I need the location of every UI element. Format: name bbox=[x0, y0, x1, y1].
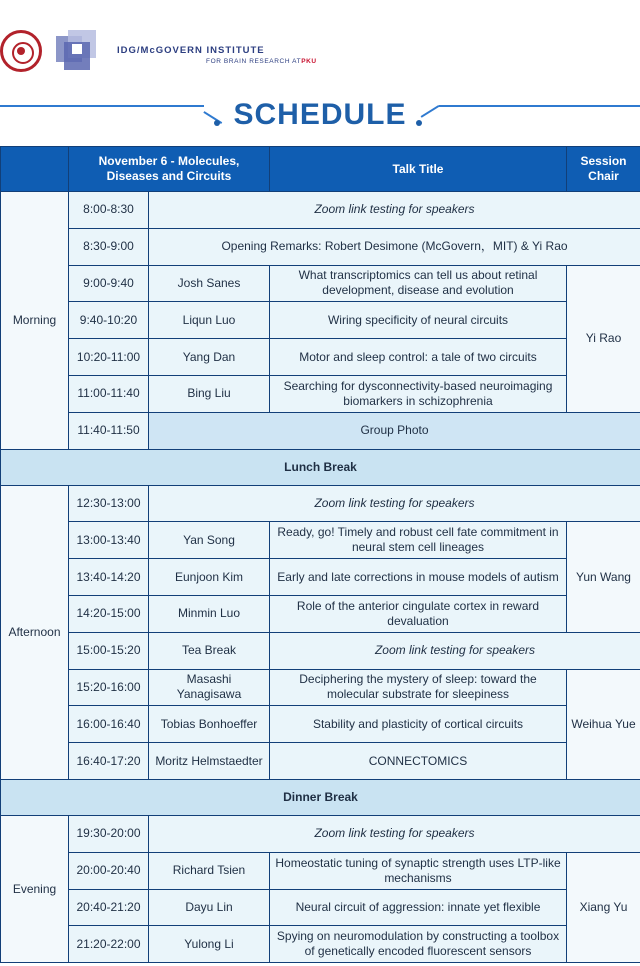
period-morning: Morning bbox=[1, 192, 69, 450]
time-cell: 11:00-11:40 bbox=[69, 375, 149, 412]
speaker-cell: Dayu Lin bbox=[149, 889, 270, 926]
speaker-cell: Josh Sanes bbox=[149, 265, 270, 302]
talk-title-cell: Searching for dysconnectivity-based neuroimaging biomarkers in schizophrenia bbox=[270, 375, 567, 412]
session-chair-cell: Xiang Yu bbox=[567, 852, 640, 962]
talk-title-cell: Homeostatic tuning of synaptic strength uses LTP-like mechanisms bbox=[270, 852, 567, 889]
table-row bbox=[1, 412, 640, 449]
time-cell: 12:30-13:00 bbox=[69, 485, 149, 522]
talk-title-cell: Spying on neuromodulation by constructing a toolbox of genetically encoded fluorescent sensors bbox=[270, 926, 567, 963]
table-row bbox=[1, 889, 640, 926]
speaker-cell: Bing Liu bbox=[149, 375, 270, 412]
page-title: SCHEDULE bbox=[233, 98, 407, 131]
speaker-cell: Yan Song bbox=[149, 522, 270, 559]
speaker-cell: Yulong Li bbox=[149, 926, 270, 963]
talk-title-cell: Deciphering the mystery of sleep: toward the molecular substrate for sleepiness bbox=[270, 669, 567, 706]
time-cell: 13:40-14:20 bbox=[69, 559, 149, 596]
talk-title-cell: Zoom link testing for speakers bbox=[149, 485, 640, 522]
institute-name: IDG/McGOVERN INSTITUTE bbox=[117, 45, 265, 56]
talk-title-cell: Zoom link testing for speakers bbox=[149, 192, 640, 229]
time-cell: 11:40-11:50 bbox=[69, 412, 149, 449]
time-cell: 20:40-21:20 bbox=[69, 889, 149, 926]
dinner-break-cell: Dinner Break bbox=[1, 779, 640, 815]
talk-title-cell: Zoom link testing for speakers bbox=[270, 632, 640, 669]
lunch-break-cell: Lunch Break bbox=[1, 449, 640, 485]
table-row bbox=[1, 595, 640, 632]
table-header-row bbox=[1, 147, 640, 192]
time-cell: 15:20-16:00 bbox=[69, 669, 149, 706]
time-cell: 16:40-17:20 bbox=[69, 743, 149, 780]
table-row bbox=[1, 522, 640, 559]
table-row bbox=[1, 485, 640, 522]
talk-title-header: Talk Title bbox=[270, 147, 567, 192]
talk-title-cell: Opening Remarks: Robert Desimone (McGovern，MIT) & Yi Rao bbox=[149, 228, 640, 265]
session-chair-header: Session Chair bbox=[567, 147, 640, 192]
time-cell: 10:20-11:00 bbox=[69, 339, 149, 376]
talk-title-cell: Ready, go! Timely and robust cell fate commitment in neural stem cell lineages bbox=[270, 522, 567, 559]
table-row bbox=[1, 265, 640, 302]
time-cell: 9:00-9:40 bbox=[69, 265, 149, 302]
time-cell: 8:00-8:30 bbox=[69, 192, 149, 229]
session-chair-cell: Weihua Yue bbox=[567, 669, 640, 779]
speaker-cell: Eunjoon Kim bbox=[149, 559, 270, 596]
time-cell: 15:00-15:20 bbox=[69, 632, 149, 669]
speaker-cell: Masashi Yanagisawa bbox=[149, 669, 270, 706]
peking-university-seal-logo bbox=[0, 30, 42, 72]
speaker-cell: Minmin Luo bbox=[149, 595, 270, 632]
table-row bbox=[1, 706, 640, 743]
time-cell: 14:20-15:00 bbox=[69, 595, 149, 632]
talk-title-cell: Group Photo bbox=[149, 412, 640, 449]
time-cell: 8:30-9:00 bbox=[69, 228, 149, 265]
session-chair-cell: Yun Wang bbox=[567, 522, 640, 632]
table-row bbox=[1, 375, 640, 412]
table-row bbox=[1, 192, 640, 229]
time-cell: 21:20-22:00 bbox=[69, 926, 149, 963]
talk-title-cell: What transcriptomics can tell us about retinal development, disease and evolution bbox=[270, 265, 567, 302]
heading-bullet-right bbox=[416, 120, 422, 126]
mcgovern-squares-logo bbox=[56, 30, 98, 74]
table-row bbox=[1, 815, 640, 852]
table-row bbox=[1, 339, 640, 376]
page-header bbox=[0, 0, 640, 100]
speaker-cell: Liqun Luo bbox=[149, 302, 270, 339]
lunch-break-row bbox=[1, 449, 640, 485]
speaker-cell: Yang Dan bbox=[149, 339, 270, 376]
pku-label: PKU bbox=[301, 58, 317, 65]
period-afternoon: Afternoon bbox=[1, 485, 69, 779]
session-chair-cell: Yi Rao bbox=[567, 265, 640, 412]
time-cell: 20:00-20:40 bbox=[69, 852, 149, 889]
table-row bbox=[1, 669, 640, 706]
schedule-table bbox=[0, 146, 640, 963]
table-row bbox=[1, 852, 640, 889]
schedule-heading bbox=[0, 98, 640, 138]
speaker-cell: Tea Break bbox=[149, 632, 270, 669]
talk-title-cell: Wiring specificity of neural circuits bbox=[270, 302, 567, 339]
period-header bbox=[1, 147, 69, 192]
seal-center-dot bbox=[17, 47, 25, 55]
talk-title-cell: Stability and plasticity of cortical circuits bbox=[270, 706, 567, 743]
table-row bbox=[1, 926, 640, 963]
time-cell: 13:00-13:40 bbox=[69, 522, 149, 559]
table-row bbox=[1, 302, 640, 339]
time-cell: 16:00-16:40 bbox=[69, 706, 149, 743]
table-row bbox=[1, 632, 640, 669]
period-evening: Evening bbox=[1, 815, 69, 962]
heading-line-right bbox=[439, 105, 640, 107]
speaker-cell: Moritz Helmstaedter bbox=[149, 743, 270, 780]
speaker-cell: Richard Tsien bbox=[149, 852, 270, 889]
time-cell: 19:30-20:00 bbox=[69, 815, 149, 852]
dinner-break-row bbox=[1, 779, 640, 815]
talk-title-cell: Role of the anterior cingulate cortex in reward devaluation bbox=[270, 595, 567, 632]
talk-title-cell: Zoom link testing for speakers bbox=[149, 815, 640, 852]
table-row bbox=[1, 743, 640, 780]
institute-subtitle: FOR BRAIN RESEARCH ATPKU bbox=[206, 58, 317, 65]
talk-title-cell: Early and late corrections in mouse models of autism bbox=[270, 559, 567, 596]
talk-title-cell: CONNECTOMICS bbox=[270, 743, 567, 780]
time-cell: 9:40-10:20 bbox=[69, 302, 149, 339]
table-row bbox=[1, 559, 640, 596]
speaker-cell: Tobias Bonhoeffer bbox=[149, 706, 270, 743]
day-header: November 6 - Molecules, Diseases and Circuits bbox=[69, 147, 270, 192]
table-row bbox=[1, 228, 640, 265]
talk-title-cell: Motor and sleep control: a tale of two circuits bbox=[270, 339, 567, 376]
talk-title-cell: Neural circuit of aggression: innate yet flexible bbox=[270, 889, 567, 926]
